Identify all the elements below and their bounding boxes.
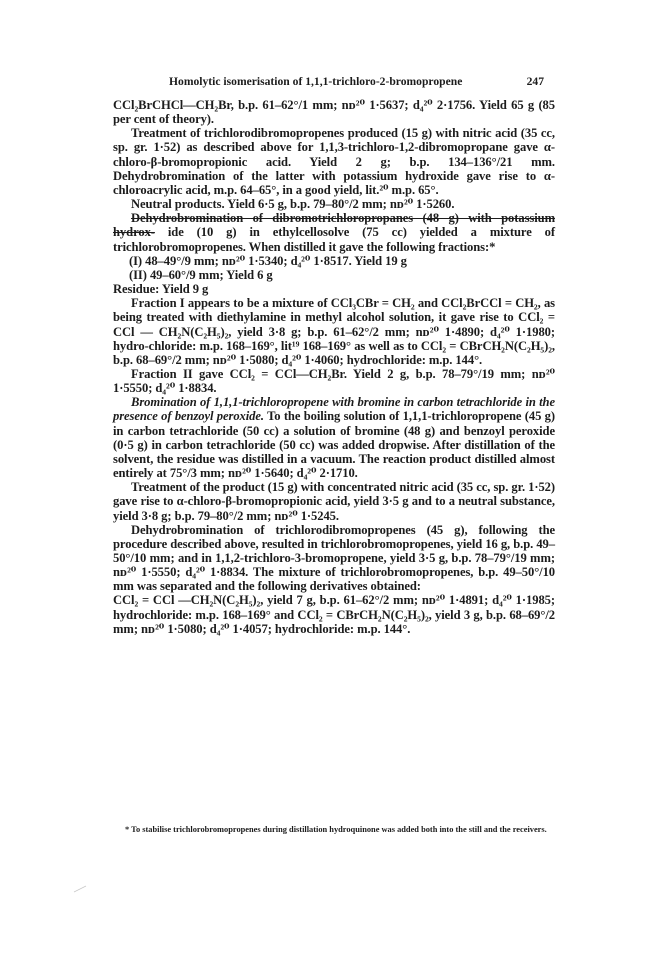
paragraph	[113, 480, 555, 522]
stray-pen-mark	[73, 885, 87, 893]
paragraph	[113, 254, 555, 268]
text-segment: To the boiling solution of 1,1,1-trichloropropene (45 g) in carbon tetrachloride (50 cc) a solution of bromine (48 g) and benzoyl peroxide (0·5 g) in carbon tetrachloride (50 cc) was added dropwise. After distillation of the solvent, the residue was distilled in a vacuum. The reaction product distilled almost entirely at 75°/3 mm; nᴅ²⁰ 1·5640; d₄²⁰ 2·1710.	[113, 409, 555, 481]
text-segment: Fraction I appears to be a mixture of CCl₃CBr = CH₂ and CCl₂BrCCl = CH₂, as being treated with diethylamine in methyl alcohol solution, it gave rise to CCl₂ = CCl — CH₂N(C₂H₅)₂, yield 3·8 g; b.p. 61–62°/2 mm; nᴅ²⁰ 1·4890; d₄²⁰ 1·1980; hydro-chloride: m.p. 168–169°, lit¹⁹ 168–169° as well as to CCl₂ = CBrCH₂N(C₂H₅)₂, b.p. 68–69°/2 mm; nᴅ²⁰ 1·5080; d₄²⁰ 1·4060; hydrochloride: m.p. 144°.	[113, 296, 555, 367]
italic-heading: Bromination of 1,1,1-trichloropropene with bromine in carbon tetrachloride in the presence of benzoyl peroxide.	[113, 395, 555, 424]
running-title: Homolytic isomerisation of 1,1,1-trichloro-2-bromopropene	[169, 75, 463, 88]
text-segment: Residue: Yield 9 g	[113, 282, 209, 297]
body-text	[113, 98, 555, 636]
paragraph	[113, 126, 555, 197]
text-segment: Treatment of the product (15 g) with concentrated nitric acid (35 cc, sp. gr. 1·52) gave rise to α-chloro-β-bromopropionic acid, yield 3·5 g and to a neutral substance, yield 3·8 g; b.p. 79–80°/2 mm; nᴅ²⁰ 1·5245.	[113, 480, 555, 523]
text-segment: Dehydrobromination of dibromotrichloropropanes (48 g) with potassium hydrox-	[113, 211, 555, 240]
paragraph	[113, 593, 555, 635]
page-number: 247	[526, 75, 544, 88]
text-segment: Treatment of trichlorodibromopropenes produced (15 g) with nitric acid (35 cc, sp. gr. 1·52) as described above for 1,1,3-trichloro-1,2-dibromopropane gave α-chloro-β-bromopropionic acid. Yield 2 g; b.p. 134–136°/21 mm. Dehydrobromination of the latter with potassium hydroxide gave rise to α-chloroacrylic acid, m.p. 64–65°, in a good yield, lit.²⁰ m.p. 65°.	[113, 126, 555, 197]
text-segment: (II) 49–60°/9 mm; Yield 6 g	[129, 267, 273, 282]
text-segment: CCl₂BrCHCl—CH₂Br, b.p. 61–62°/1 mm; nᴅ²⁰ 1·5637; d₄²⁰ 2·1756. Yield 65 g (85 per cent of theory).	[113, 98, 555, 127]
text-segment: Dehydrobromination of trichlorodibromopropenes (45 g), following the procedure described above, resulted in trichlorobromopropenes, yield 16 g, b.p. 49–50°/10 mm; and in 1,1,2-trichloro-3-bromopropene, yield 3·5 g, b.p. 78–79°/19 mm; nᴅ²⁰ 1·5550; d₄²⁰ 1·8834. The mixture of trichlorobromopropenes, b.p. 49–50°/10 mm was separated and the following derivatives obtained:	[113, 522, 555, 594]
paragraph	[113, 98, 555, 126]
footnote: * To stabilise trichlorobromopropenes during distillation hydroquinone was added both into the still and the receivers.	[125, 825, 547, 834]
text-segment: Neutral products. Yield 6·5 g, b.p. 79–80°/2 mm; nᴅ²⁰ 1·5260.	[131, 197, 455, 212]
paragraph	[113, 296, 555, 367]
paragraph	[113, 197, 555, 211]
paragraph	[113, 268, 555, 282]
paragraph	[113, 395, 555, 480]
text-segment: CCl₂ = CCl —CH₂N(C₂H₅)₂, yield 7 g, b.p. 61–62°/2 mm; nᴅ²⁰ 1·4891; d₄²⁰ 1·1985; hydrochloride: m.p. 168–169° and CCl₂ = CBrCH₂N(C₂H₅)₂, yield 3 g, b.p. 68–69°/2 mm; nᴅ²⁰ 1·5080; d₄²⁰ 1·4057; hydrochloride: m.p. 144°.	[113, 593, 555, 636]
text-segment: Fraction II gave CCl₂ = CCl—CH₂Br. Yield 2 g, b.p. 78–79°/19 mm; nᴅ²⁰ 1·5550; d₄²⁰ 1·8834.	[113, 366, 555, 396]
paragraph	[113, 282, 555, 296]
paragraph	[113, 367, 555, 395]
text-segment: ide (10 g) in ethylcellosolve (75 cc) yielded a mixture of trichlorobromopropenes. When distilled it gave the following fractions:*	[113, 225, 555, 254]
paragraph	[113, 523, 555, 594]
text-segment: (I) 48–49°/9 mm; nᴅ²⁰ 1·5340; d₄²⁰ 1·8517. Yield 19 g	[129, 253, 407, 268]
paragraph	[113, 211, 555, 253]
